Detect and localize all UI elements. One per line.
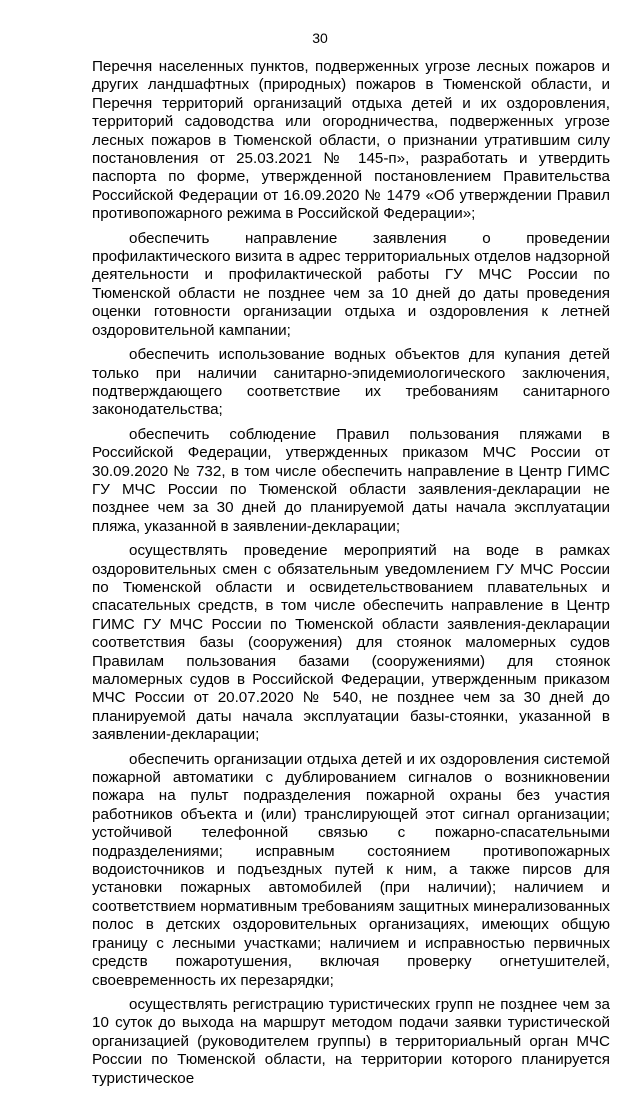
document-body bbox=[92, 58, 610, 1094]
paragraph: обеспечить организации отдыха детей и их оздоровления системой пожарной автоматики с дублированием сигналов о возникновении пожара на пульт подразделения пожарной охраны без участия работников объекта и (или) транслирующей этот сигнал организации; устойчивой телефонной связью с пожарно-спасательными подразделениями; исправным состоянием противопожарных водоисточников и подъездных путей к ним, а также пирсов для установки пожарных автомобилей (при наличии); наличием и соответствием нормативным требованиям защитных минерализованных полос в детских оздоровительных организациях, имеющих общую границу с лесными участками; наличием и исправностью первичных средств пожаротушения, включая проверку огнетушителей, своевременность их перезарядки; bbox=[92, 750, 610, 989]
page-number: 30 bbox=[312, 30, 328, 46]
paragraph: обеспечить использование водных объектов для купания детей только при наличии санитарно-эпидемиологического заключения, подтверждающего соответствие их требованиям санитарного законодательства; bbox=[92, 346, 610, 419]
paragraph: обеспечить направление заявления о проведении профилактического визита в адрес территориальных отделов надзорной деятельности и профилактической работы ГУ МЧС России по Тюменской области не позднее чем за 10 дней до даты проведения оценки готовности организации отдыха и оздоровления к летней оздоровительной кампании; bbox=[92, 229, 610, 339]
paragraph: обеспечить соблюдение Правил пользования пляжами в Российской Федерации, утвержденных приказом МЧС России от 30.09.2020 № 732, в том числе обеспечить направление в Центр ГИМС ГУ МЧС России по Тюменской области заявления-декларации не позднее чем за 30 дней до планируемой даты начала эксплуатации пляжа, указанной в заявлении-декларации; bbox=[92, 425, 610, 535]
paragraph: Перечня населенных пунктов, подверженных угрозе лесных пожаров и других ландшафтных (природных) пожаров в Тюменской области, и Перечня территорий организаций отдыха детей и их оздоровления, территорий садоводства или огородничества, подверженных угрозе лесных пожаров в Тюменской области, о признании утратившим силу постановления от 25.03.2021 № 145-п», разработать и утвердить паспорта по форме, утвержденной постановлением Правительства Российской Федерации от 16.09.2020 № 1479 «Об утверждении Правил противопожарного режима в Российской Федерации»; bbox=[92, 58, 610, 223]
paragraph: осуществлять регистрацию туристических групп не позднее чем за 10 суток до выхода на маршрут методом подачи заявки туристической организацией (руководителем группы) в территориальный орган МЧС России по Тюменской области, на территории которого планируется туристическое bbox=[92, 995, 610, 1087]
paragraph: осуществлять проведение мероприятий на воде в рамках оздоровительных смен с обязательным уведомлением ГУ МЧС России по Тюменской области и освидетельствованием плавательных и спасательных средств, в том числе обеспечить направление в Центр ГИМС ГУ МЧС России по Тюменской области заявления-декларации соответствия базы (сооружения) для стоянок маломерных судов Правилам пользования базами (сооружениями) для стоянок маломерных судов в Российской Федерации, утвержденным приказом МЧС России от 20.07.2020 № 540, не позднее чем за 30 дней до планируемой даты начала эксплуатации базы-стоянки, указанной в заявлении-декларации; bbox=[92, 542, 610, 744]
